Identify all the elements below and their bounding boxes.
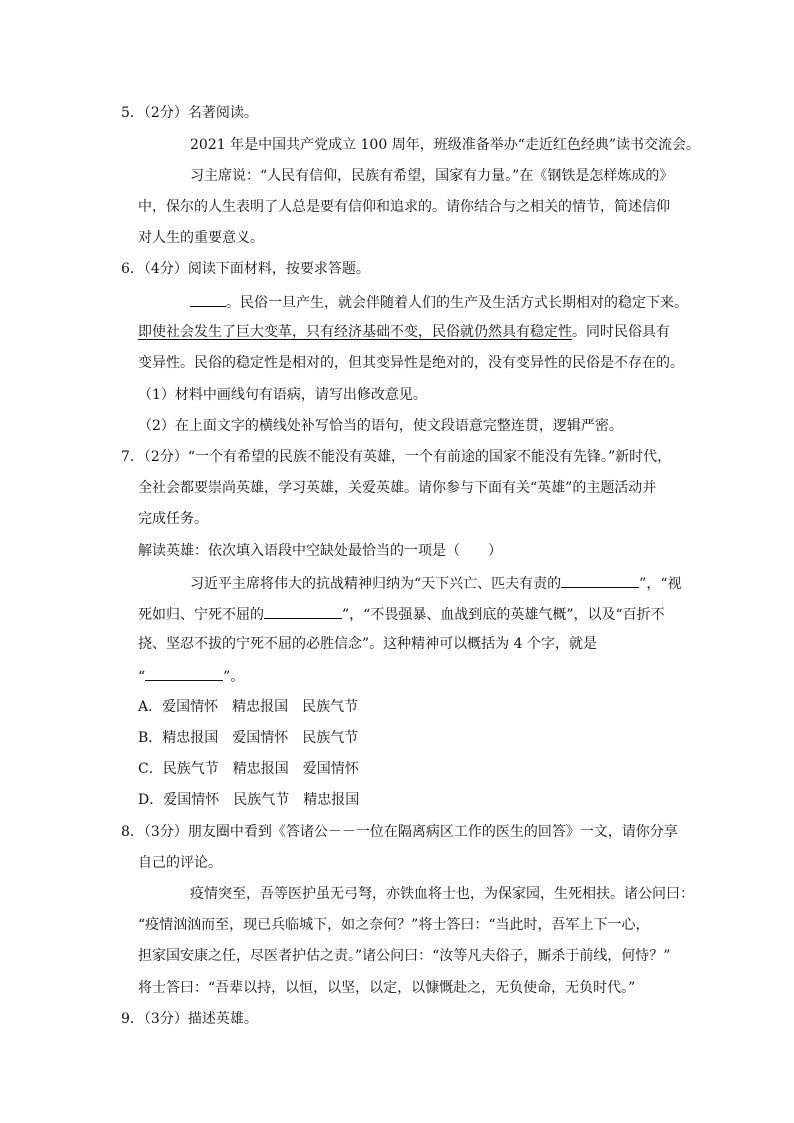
q6-subquestion-2: （2）在上面文字的横线处补写恰当的语句，使文段语意完整连贯，逻辑严密。	[138, 418, 623, 434]
fill-in-blank[interactable]	[145, 665, 223, 681]
q8-passage-line-1: 疫情突至，吾等医护虽无弓弩，亦铁血将士也，为保家园，生死相扶。诸公问曰：	[190, 886, 694, 902]
fill-in-blank[interactable]	[190, 291, 226, 307]
q7-passage-line-3: 挠、坚忍不拔的宁死不屈的必胜信念”。这种精神可以概括为 4 个字，就是	[138, 636, 597, 652]
q6-material-line-3: 变异性。民俗的稳定性是相对的，但其变异性是绝对的，没有变异性的民俗是不存在的。	[138, 355, 684, 371]
q7-option-a[interactable]: A．爱国情怀 精忠报国 民族气节	[138, 699, 359, 715]
q8-intro-line-2: 自己的评论。	[138, 855, 222, 871]
q7-passage-line-1	[190, 572, 681, 594]
q6-material-text: 。同时民俗具有	[572, 324, 670, 340]
q7-option-c[interactable]: C．民族气节 精忠报国 爱国情怀	[138, 761, 359, 777]
q7-passage-text: “	[138, 669, 146, 685]
q6-heading: 6．（4分）阅读下面材料，按要求答题。	[121, 261, 370, 277]
q6-subquestion-1: （1）材料中画线句有语病，请写出修改意见。	[138, 387, 427, 403]
q7-option-b[interactable]: B．精忠报国 爱国情怀 民族气节	[138, 730, 359, 746]
q7-heading: 7．（2分）“一个有希望的民族不能没有英雄，一个有前途的国家不能没有先锋。”新时代，	[121, 449, 672, 465]
q7-passage-text: ”，“视	[639, 576, 682, 592]
q5-paragraph-line-2: 习主席说：“人民有信仰，民族有希望，国家有力量。”在《钢铁是怎样炼成的》	[190, 168, 674, 184]
q7-option-d[interactable]: D．爱国情怀 民族气节 精忠报国	[138, 792, 360, 808]
q7-passage-text: ”，“不畏强暴、血战到底的英雄气概”，以及“百折不	[342, 607, 665, 623]
q7-passage-text: 习近平主席将伟大的抗战精神归纳为“天下兴亡、匹夫有责的	[190, 576, 562, 592]
q9-heading: 9．（3分）描述英雄。	[121, 1011, 258, 1027]
q5-paragraph-line-4: 对人生的重要意义。	[138, 230, 264, 246]
q7-passage-line-4	[138, 665, 244, 687]
fill-in-blank[interactable]	[264, 603, 342, 619]
q7-passage-line-2	[138, 603, 665, 625]
q7-passage-text: 死如归、宁死不屈的	[138, 607, 264, 623]
q5-heading: 5．（2分）名著阅读。	[121, 105, 258, 121]
q7-intro-line-3: 完成任务。	[138, 511, 208, 527]
q8-passage-line-4: 将士答曰：“吾辈以持，以恒，以坚，以定，以慷慨赴之，无负使命，无负时代。”	[138, 980, 636, 996]
q5-paragraph-line-1: 2021 年是中国共产党成立 100 周年，班级准备举办“走近红色经典”读书交流会。	[190, 137, 701, 153]
q7-passage-text: ”。	[223, 669, 245, 685]
q6-material-text: 。民俗一旦产生，就会伴随着人们的生产及生活方式长期相对的稳定下来。	[226, 295, 688, 311]
q7-intro-line-2: 全社会都要崇尚英雄，学习英雄，关爱英雄。请你参与下面有关“英雄”的主题活动并	[138, 480, 657, 496]
q8-passage-line-2: “疫情汹汹而至，现已兵临城下，如之奈何？”将士答曰：“当此时，吾军上下一心，	[138, 917, 650, 933]
q5-paragraph-line-3: 中，保尔的人生表明了人总是要有信仰和追求的。请你结合与之相关的情节，简述信仰	[138, 199, 670, 215]
underlined-sentence: 即使社会发生了巨大变革，只有经济基础不变，民俗就仍然具有稳定性	[138, 324, 572, 340]
q7-prompt: 解读英雄：依次填入语段中空缺处最恰当的一项是（ ）	[138, 543, 502, 559]
q6-material-line-1	[190, 291, 688, 313]
q6-material-line-2	[138, 322, 670, 342]
q8-heading: 8．（3分）朋友圈中看到《答诸公－－一位在隔离病区工作的医生的回答》一文，请你分享	[121, 824, 678, 840]
fill-in-blank[interactable]	[561, 572, 639, 588]
q8-passage-line-3: 担家国安康之任，尽医者护估之责。”诸公问曰：“汝等凡夫俗子，厮杀于前线，何恃？”	[138, 948, 671, 964]
